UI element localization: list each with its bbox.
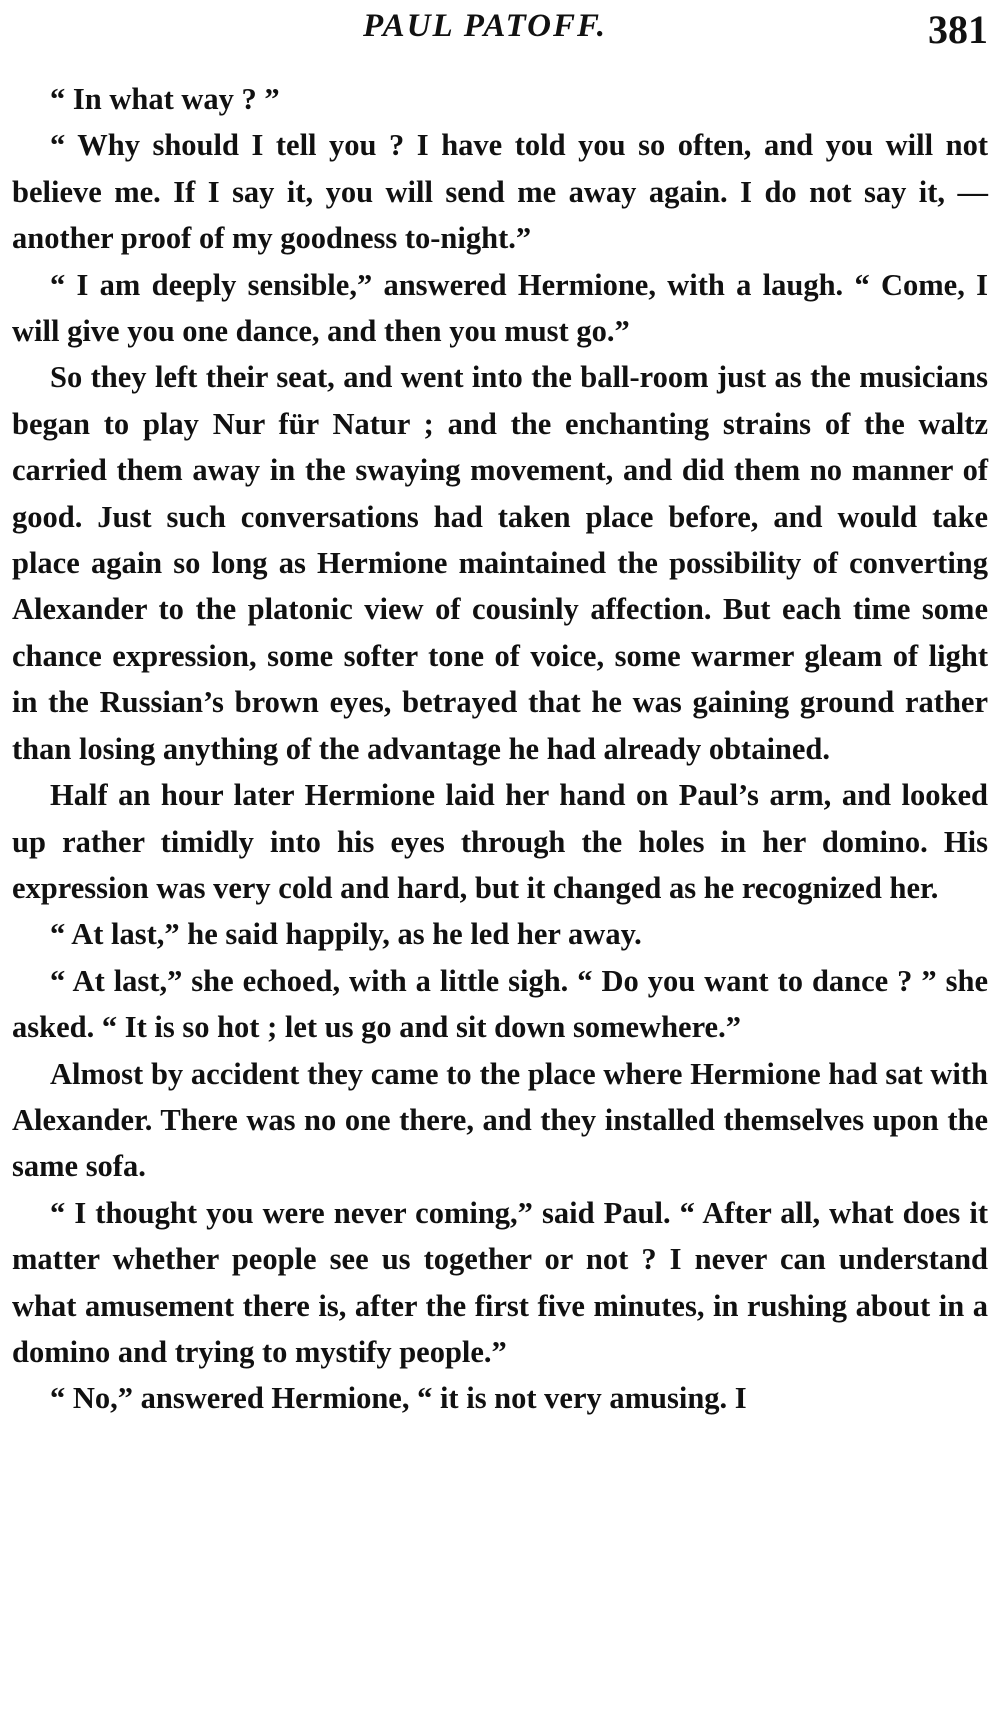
paragraph: So they left their seat, and went into the ball-room just as the musicians began to play Nur für Natur ; and the enchanting strains of the waltz carried them away in the swaying movement, and did them no manner of good. Just such conversations had taken place before, and would take place again so long as Hermione maintained the possibility of converting Alexander to the platonic view of cousinly affection. But each time some chance expression, some softer tone of voice, some warmer gleam of light in the Russian’s brown eyes, betrayed that he was gaining ground rather than losing anything of the advantage he had already obtained. bbox=[12, 360, 988, 766]
paragraph: Almost by accident they came to the place where Hermione had sat with Alexander. There was no one there, and they installed themselves upon the same sofa. bbox=[12, 1056, 988, 1184]
paragraph: “ I am deeply sensible,” answered Hermione, with a laugh. “ Come, I will give you one dance, and then you must go.” bbox=[12, 267, 988, 349]
running-head bbox=[12, 0, 988, 60]
body-text bbox=[12, 76, 988, 1422]
paragraph: “ Why should I tell you ? I have told you so often, and you will not believe me. If I say it, you will send me away again. I do not say it, — another proof of my goodness to-night.” bbox=[12, 128, 988, 256]
paragraph: Half an hour later Hermione laid her hand on Paul’s arm, and looked up rather timidly into his eyes through the holes in her domino. His expression was very cold and hard, but it changed as he recognized her. bbox=[12, 778, 988, 905]
book-page bbox=[12, 0, 988, 1736]
paragraph: “ In what way ? ” bbox=[50, 82, 280, 116]
paragraph: “ At last,” he said happily, as he led her away. bbox=[50, 917, 642, 952]
page-number: 381 bbox=[928, 7, 988, 52]
paragraph: “ I thought you were never coming,” said Paul. “ After all, what does it matter whether people see us together or not ? I never can understand what amusement there is, after the first five minutes, in rushing about in a domino and trying to mystify people.” bbox=[12, 1195, 988, 1369]
running-title: PAUL PATOFF. bbox=[362, 8, 608, 44]
paragraph: “ At last,” she echoed, with a little sigh. “ Do you want to dance ? ” she asked. “ It is so hot ; let us go and sit down somewhere.” bbox=[12, 963, 988, 1045]
paragraph: “ No,” answered Hermione, “ it is not very amusing. I bbox=[50, 1381, 747, 1416]
